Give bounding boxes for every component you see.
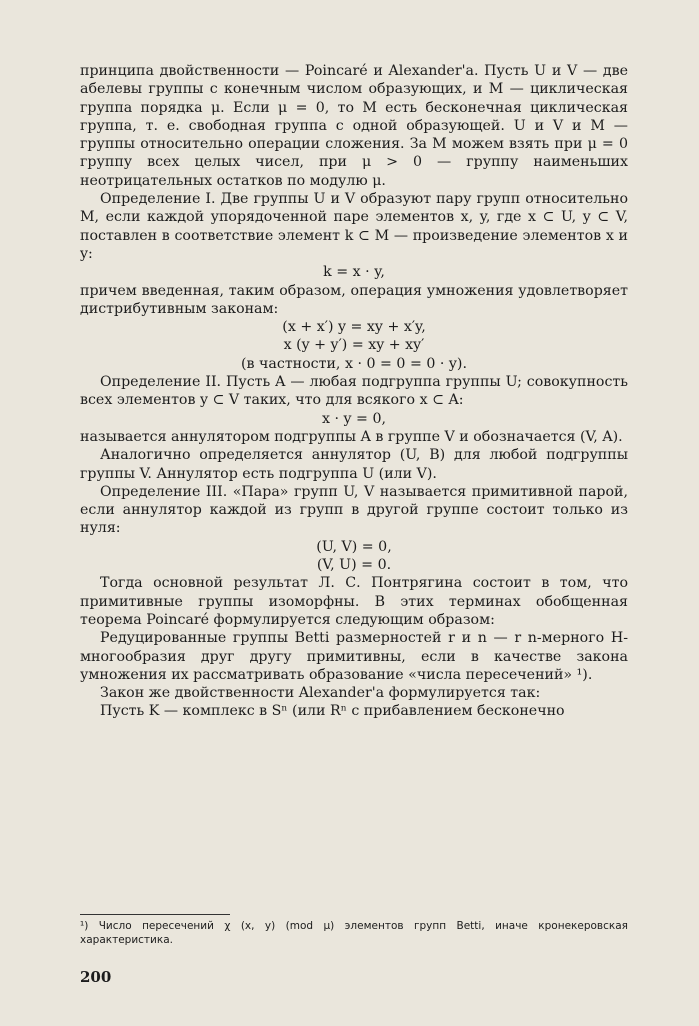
footnote: ¹) Число пересечений χ (x, y) (mod μ) элементов групп Betti, иначе кронекеровская характеристика. — [80, 920, 628, 946]
paragraph-annulator: называется аннулятором подгруппы A в группе V и обозначается (V, A). — [80, 428, 623, 445]
body-text — [80, 62, 628, 721]
paragraph-1: принципа двойственности — Poincaré и Alexander'а. Пусть U и V — две абелевы группы с конечным числом образующих, и M — циклическая группа порядка μ. Если μ = 0, то M есть бесконечная циклическая группа, т. е. свободная группа с одной образующей. U и V и M — группы относительно операции сложения. За M можем взять при μ = 0 группу всех целых чисел, при μ > 0 — группу наименьших неотрицательных остатков по модулю μ. — [80, 63, 628, 189]
formula-primitive-2: (V, U) = 0. — [316, 557, 392, 574]
paragraph-complex: Пусть K — комплекс в Sⁿ (или Rⁿ с прибавлением бесконечно — [100, 703, 565, 720]
formula-primitive-1: (U, V) = 0, — [316, 538, 392, 555]
paragraph-pontryagin: Тогда основной результат Л. С. Понтрягина состоит в том, что примитивные группы изоморфны. В этих терминах обобщенная теорема Poincaré формулируется следующим образом: — [80, 575, 628, 628]
paragraph-alexander: Закон же двойственности Alexander'а формулируется так: — [100, 685, 541, 702]
definition-1: Определение I. Две группы U и V образуют пару групп относительно M, если каждой упорядоченной паре элементов x, y, где x ⊂ U, y ⊂ V, поставлен в соответствие элемент k ⊂ M — произведение элементов x и y: — [80, 191, 628, 262]
formula-annulator: x · y = 0, — [322, 410, 386, 427]
paragraph-betti: Редуцированные группы Betti размерностей r и n — r n-мерного H-многообразия друг другу примитивны, если в качестве закона умножения их рассматривать образование «числа пересечений» ¹). — [80, 630, 628, 683]
page-number: 200 — [80, 968, 112, 986]
footnote-divider — [80, 914, 230, 915]
paragraph-analog: Аналогично определяется аннулятор (U, B) для любой подгруппы группы V. Аннулятор есть подгруппа U (или V). — [80, 447, 628, 482]
formula-product: k = x · y, — [323, 264, 385, 281]
paragraph-distributive: причем введенная, таким образом, операция умножения удовлетворяет дистрибутивным законам: — [80, 282, 628, 317]
formula-distributive-2: x (y + y′) = xy + xy′ — [283, 337, 425, 354]
formula-distributive-1: (x + x′) y = xy + x′y, — [282, 319, 426, 336]
definition-3: Определение III. «Пара» групп U, V называется примитивной парой, если аннулятор каждой из групп в другой группе состоит только из нуля: — [80, 483, 628, 537]
definition-2: Определение II. Пусть A — любая подгруппа группы U; совокупность всех элементов y ⊂ V таких, что для всякого x ⊂ A: — [80, 374, 628, 409]
formula-distributive-note: (в частности, x · 0 = 0 = 0 · y). — [241, 355, 467, 372]
